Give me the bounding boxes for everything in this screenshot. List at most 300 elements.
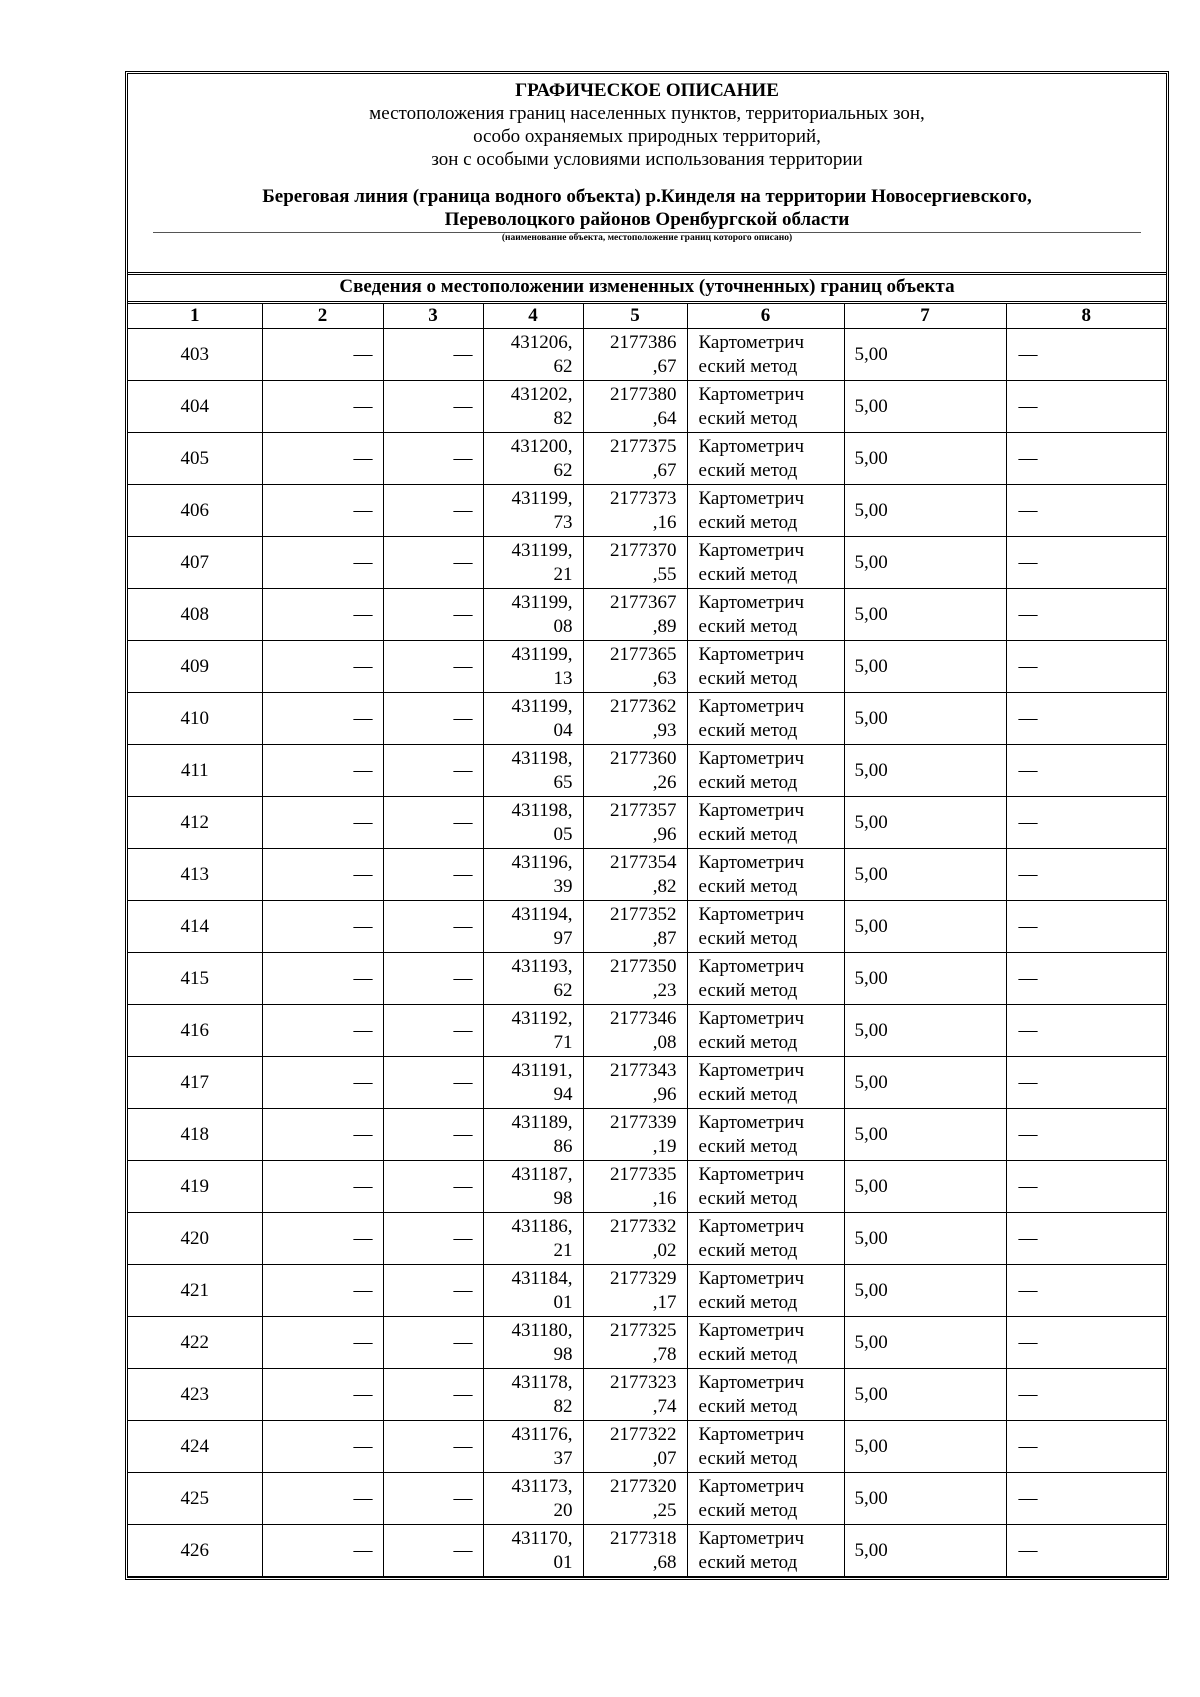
point-number: 423 [128,1369,262,1421]
object-name-caption: (наименование объекта, местоположение границ которого описано) [501,233,793,243]
x-coordinate-part-2: 05 [553,823,573,845]
y-coordinate-part-1: 2177380 [610,383,677,405]
method-text-part-2: еский метод [698,1343,798,1365]
method-text-part-1: Картометрич [698,1163,805,1185]
y-coordinate [583,589,687,641]
col8-value: — [1006,797,1166,849]
accuracy-value: 5,00 [844,485,1006,537]
y-coordinate [583,1109,687,1161]
method-text-part-1: Картометрич [698,331,805,353]
col3-value: — [383,901,483,953]
method-text-part-2: еский метод [698,771,798,793]
method-text-part-2: еский метод [698,1395,798,1417]
col3-value: — [383,1525,483,1577]
method-cell [687,537,844,589]
method-cell [687,1005,844,1057]
column-header-7: 7 [844,304,1006,329]
y-coordinate-part-2: ,96 [652,1083,677,1105]
y-coordinate-part-1: 2177332 [610,1215,677,1237]
y-coordinate-part-2: ,67 [652,355,677,377]
y-coordinate-part-2: ,55 [652,563,677,585]
x-coordinate-part-2: 98 [553,1187,573,1209]
accuracy-value: 5,00 [844,329,1006,381]
col8-value: — [1006,641,1166,693]
x-coordinate-part-1: 431198, [511,799,573,821]
y-coordinate-part-1: 2177386 [610,331,677,353]
x-coordinate [483,1421,583,1473]
column-header-4: 4 [483,304,583,329]
y-coordinate-part-1: 2177325 [610,1319,677,1341]
point-number: 419 [128,1161,262,1213]
col3-value: — [383,745,483,797]
y-coordinate-part-2: ,68 [652,1551,677,1573]
y-coordinate [583,1057,687,1109]
object-name-line-1: Береговая линия (граница водного объекта) р.Кинделя на территории Новосергиевского, [262,186,1032,207]
table-row [128,1369,1166,1421]
col3-value: — [383,1005,483,1057]
column-header-1: 1 [128,304,262,329]
x-coordinate [483,849,583,901]
point-number: 417 [128,1057,262,1109]
column-header-3: 3 [383,304,483,329]
method-cell [687,693,844,745]
y-coordinate-part-1: 2177322 [610,1423,677,1445]
method-text-part-1: Картометрич [698,1111,805,1133]
y-coordinate-part-1: 2177335 [610,1163,677,1185]
point-number: 426 [128,1525,262,1577]
col3-value: — [383,1369,483,1421]
accuracy-value: 5,00 [844,1265,1006,1317]
table-row [128,1525,1166,1577]
y-coordinate-part-2: ,87 [652,927,677,949]
col8-value: — [1006,953,1166,1005]
method-text-part-2: еский метод [698,1031,798,1053]
table-row [128,1317,1166,1369]
x-coordinate-part-1: 431194, [511,903,573,925]
y-coordinate-part-2: ,74 [652,1395,677,1417]
method-text-part-2: еский метод [698,875,798,897]
accuracy-value: 5,00 [844,589,1006,641]
col3-value: — [383,1265,483,1317]
y-coordinate-part-1: 2177339 [610,1111,677,1133]
col3-value: — [383,1057,483,1109]
point-number: 405 [128,433,262,485]
x-coordinate-part-1: 431192, [511,1007,573,1029]
section-title: Сведения о местоположении измененных (уточненных) границ объекта [128,275,1166,304]
col3-value: — [383,537,483,589]
col3-value: — [383,1109,483,1161]
col2-value: — [262,1421,383,1473]
col8-value: — [1006,1161,1166,1213]
col3-value: — [383,381,483,433]
col3-value: — [383,329,483,381]
point-number: 414 [128,901,262,953]
accuracy-value: 5,00 [844,953,1006,1005]
y-coordinate-part-2: ,25 [652,1499,677,1521]
method-cell [687,329,844,381]
method-text-part-1: Картометрич [698,1319,805,1341]
method-text-part-1: Картометрич [698,383,805,405]
y-coordinate [583,797,687,849]
method-text-part-1: Картометрич [698,1267,805,1289]
document-header [128,74,1166,275]
point-number: 406 [128,485,262,537]
object-name-line-2: Переволоцкого районов Оренбургской области [444,209,850,230]
point-number: 404 [128,381,262,433]
x-coordinate [483,693,583,745]
col3-value: — [383,1473,483,1525]
table-row [128,1161,1166,1213]
col3-value: — [383,1421,483,1473]
col8-value: — [1006,1317,1166,1369]
table-row [128,1421,1166,1473]
method-text-part-2: еский метод [698,459,798,481]
x-coordinate-part-1: 431176, [511,1423,573,1445]
x-coordinate [483,1109,583,1161]
method-text-part-2: еский метод [698,615,798,637]
accuracy-value: 5,00 [844,1109,1006,1161]
col2-value: — [262,589,383,641]
method-cell [687,1369,844,1421]
accuracy-value: 5,00 [844,1421,1006,1473]
method-text-part-1: Картометрич [698,1475,805,1497]
y-coordinate-part-2: ,89 [652,615,677,637]
col2-value: — [262,641,383,693]
x-coordinate-part-2: 01 [553,1291,573,1313]
subtitle-line-2: особо охраняемых природных территорий, [473,126,821,147]
y-coordinate-part-1: 2177350 [610,955,677,977]
x-coordinate [483,1473,583,1525]
accuracy-value: 5,00 [844,381,1006,433]
y-coordinate [583,849,687,901]
x-coordinate [483,641,583,693]
y-coordinate-part-2: ,63 [652,667,677,689]
y-coordinate-part-1: 2177354 [610,851,677,873]
x-coordinate-part-1: 431187, [511,1163,573,1185]
x-coordinate-part-1: 431180, [511,1319,573,1341]
x-coordinate-part-1: 431170, [511,1527,573,1549]
col2-value: — [262,1005,383,1057]
col2-value: — [262,381,383,433]
y-coordinate-part-2: ,07 [652,1447,677,1469]
y-coordinate [583,1473,687,1525]
col2-value: — [262,1317,383,1369]
x-coordinate-part-2: 01 [553,1551,573,1573]
x-coordinate-part-2: 82 [553,1395,573,1417]
x-coordinate-part-2: 04 [553,719,573,741]
x-coordinate-part-2: 97 [553,927,573,949]
table-row [128,641,1166,693]
x-coordinate-part-1: 431199, [511,539,573,561]
y-coordinate-part-2: ,16 [652,1187,677,1209]
x-coordinate [483,381,583,433]
method-cell [687,1109,844,1161]
y-coordinate-part-1: 2177329 [610,1267,677,1289]
accuracy-value: 5,00 [844,1473,1006,1525]
col2-value: — [262,745,383,797]
x-coordinate-part-1: 431173, [511,1475,573,1497]
method-text-part-1: Картометрич [698,695,805,717]
table-row [128,589,1166,641]
y-coordinate-part-2: ,02 [652,1239,677,1261]
method-text-part-2: еский метод [698,927,798,949]
x-coordinate-part-2: 37 [553,1447,573,1469]
method-cell [687,641,844,693]
subtitle-line-3: зон с особыми условиями использования территории [431,149,863,170]
col2-value: — [262,1369,383,1421]
col3-value: — [383,1161,483,1213]
method-text-part-1: Картометрич [698,435,805,457]
method-text-part-1: Картометрич [698,1007,805,1029]
y-coordinate-part-2: ,78 [652,1343,677,1365]
y-coordinate [583,1421,687,1473]
col8-value: — [1006,1109,1166,1161]
table-row [128,537,1166,589]
x-coordinate-part-1: 431199, [511,643,573,665]
point-number: 424 [128,1421,262,1473]
table-row [128,797,1166,849]
x-coordinate [483,433,583,485]
coordinates-table [128,304,1166,1577]
y-coordinate-part-1: 2177346 [610,1007,677,1029]
y-coordinate-part-2: ,26 [652,771,677,793]
col8-value: — [1006,693,1166,745]
col2-value: — [262,1057,383,1109]
accuracy-value: 5,00 [844,537,1006,589]
col8-value: — [1006,485,1166,537]
col2-value: — [262,1161,383,1213]
col2-value: — [262,1109,383,1161]
col8-value: — [1006,537,1166,589]
x-coordinate [483,1317,583,1369]
col3-value: — [383,953,483,1005]
col3-value: — [383,589,483,641]
col8-value: — [1006,589,1166,641]
x-coordinate [483,1005,583,1057]
y-coordinate-part-2: ,19 [652,1135,677,1157]
accuracy-value: 5,00 [844,641,1006,693]
col2-value: — [262,329,383,381]
x-coordinate-part-1: 431186, [511,1215,573,1237]
y-coordinate [583,901,687,953]
point-number: 411 [128,745,262,797]
column-header-6: 6 [687,304,844,329]
point-number: 407 [128,537,262,589]
col3-value: — [383,797,483,849]
accuracy-value: 5,00 [844,849,1006,901]
x-coordinate-part-2: 73 [553,511,573,533]
col2-value: — [262,797,383,849]
x-coordinate [483,329,583,381]
table-row [128,1473,1166,1525]
col8-value: — [1006,1005,1166,1057]
y-coordinate-part-1: 2177373 [610,487,677,509]
x-coordinate-part-2: 62 [553,979,573,1001]
x-coordinate [483,1265,583,1317]
method-text-part-1: Картометрич [698,747,805,769]
y-coordinate [583,537,687,589]
x-coordinate-part-1: 431193, [511,955,573,977]
method-text-part-1: Картометрич [698,643,805,665]
method-text-part-2: еский метод [698,355,798,377]
method-text-part-2: еский метод [698,719,798,741]
col8-value: — [1006,381,1166,433]
y-coordinate [583,329,687,381]
y-coordinate-part-1: 2177367 [610,591,677,613]
y-coordinate-part-1: 2177352 [610,903,677,925]
point-number: 421 [128,1265,262,1317]
method-text-part-2: еский метод [698,1499,798,1521]
x-coordinate [483,1369,583,1421]
point-number: 422 [128,1317,262,1369]
method-text-part-2: еский метод [698,1447,798,1469]
point-number: 418 [128,1109,262,1161]
point-number: 408 [128,589,262,641]
method-text-part-1: Картометрич [698,487,805,509]
y-coordinate-part-2: ,96 [652,823,677,845]
x-coordinate-part-2: 98 [553,1343,573,1365]
table-row [128,1265,1166,1317]
y-coordinate-part-1: 2177318 [610,1527,677,1549]
method-cell [687,1057,844,1109]
col2-value: — [262,1525,383,1577]
y-coordinate-part-2: ,08 [652,1031,677,1053]
method-text-part-1: Картометрич [698,539,805,561]
col2-value: — [262,537,383,589]
col8-value: — [1006,901,1166,953]
col2-value: — [262,693,383,745]
x-coordinate-part-2: 62 [553,459,573,481]
method-cell [687,745,844,797]
point-number: 415 [128,953,262,1005]
method-text-part-2: еский метод [698,511,798,533]
x-coordinate-part-2: 08 [553,615,573,637]
point-number: 413 [128,849,262,901]
column-header-5: 5 [583,304,687,329]
method-text-part-1: Картометрич [698,955,805,977]
col2-value: — [262,953,383,1005]
y-coordinate [583,1317,687,1369]
accuracy-value: 5,00 [844,1005,1006,1057]
col8-value: — [1006,745,1166,797]
method-cell [687,1525,844,1577]
table-row [128,953,1166,1005]
x-coordinate-part-2: 20 [553,1499,573,1521]
y-coordinate-part-2: ,16 [652,511,677,533]
point-number: 410 [128,693,262,745]
col3-value: — [383,485,483,537]
y-coordinate-part-1: 2177365 [610,643,677,665]
x-coordinate-part-1: 431206, [510,331,573,353]
table-row [128,433,1166,485]
table-row [128,485,1166,537]
col8-value: — [1006,1057,1166,1109]
x-coordinate [483,797,583,849]
method-cell [687,1473,844,1525]
table-row [128,849,1166,901]
document-title: ГРАФИЧЕСКОЕ ОПИСАНИЕ [515,80,779,101]
x-coordinate-part-1: 431178, [511,1371,573,1393]
table-row [128,693,1166,745]
col2-value: — [262,849,383,901]
method-text-part-1: Картометрич [698,903,805,925]
y-coordinate [583,693,687,745]
y-coordinate-part-1: 2177320 [610,1475,677,1497]
accuracy-value: 5,00 [844,433,1006,485]
y-coordinate-part-2: ,64 [652,407,677,429]
table-row [128,329,1166,381]
method-cell [687,381,844,433]
point-number: 416 [128,1005,262,1057]
y-coordinate-part-2: ,17 [652,1291,677,1313]
x-coordinate [483,1213,583,1265]
point-number: 425 [128,1473,262,1525]
col8-value: — [1006,433,1166,485]
col3-value: — [383,641,483,693]
x-coordinate-part-1: 431199, [511,695,573,717]
y-coordinate-part-1: 2177360 [610,747,677,769]
y-coordinate [583,1265,687,1317]
x-coordinate [483,953,583,1005]
method-cell [687,797,844,849]
y-coordinate [583,953,687,1005]
x-coordinate [483,1161,583,1213]
method-cell [687,849,844,901]
col3-value: — [383,1213,483,1265]
accuracy-value: 5,00 [844,693,1006,745]
table-row [128,1213,1166,1265]
y-coordinate-part-1: 2177323 [610,1371,677,1393]
method-cell [687,1265,844,1317]
x-coordinate-part-1: 431189, [511,1111,573,1133]
x-coordinate-part-1: 431184, [511,1267,573,1289]
x-coordinate-part-1: 431202, [510,383,573,405]
method-text-part-1: Картометрич [698,851,805,873]
x-coordinate-part-2: 82 [553,407,573,429]
col8-value: — [1006,329,1166,381]
x-coordinate [483,589,583,641]
y-coordinate [583,641,687,693]
x-coordinate-part-2: 21 [553,563,573,585]
x-coordinate-part-2: 21 [553,1239,573,1261]
method-cell [687,589,844,641]
y-coordinate [583,1369,687,1421]
accuracy-value: 5,00 [844,1525,1006,1577]
col8-value: — [1006,1265,1166,1317]
y-coordinate [583,1213,687,1265]
col8-value: — [1006,1525,1166,1577]
x-coordinate-part-1: 431196, [511,851,573,873]
col2-value: — [262,901,383,953]
method-text-part-1: Картометрич [698,1423,805,1445]
x-coordinate [483,485,583,537]
x-coordinate [483,537,583,589]
x-coordinate-part-2: 86 [553,1135,573,1157]
col3-value: — [383,1317,483,1369]
x-coordinate-part-1: 431198, [511,747,573,769]
method-text-part-2: еский метод [698,1135,798,1157]
accuracy-value: 5,00 [844,745,1006,797]
point-number: 420 [128,1213,262,1265]
table-body [128,329,1166,1577]
y-coordinate-part-1: 2177357 [610,799,677,821]
y-coordinate [583,433,687,485]
col2-value: — [262,433,383,485]
method-cell [687,485,844,537]
column-number-row [128,304,1166,329]
method-text-part-2: еский метод [698,1083,798,1105]
method-text-part-2: еский метод [698,407,798,429]
